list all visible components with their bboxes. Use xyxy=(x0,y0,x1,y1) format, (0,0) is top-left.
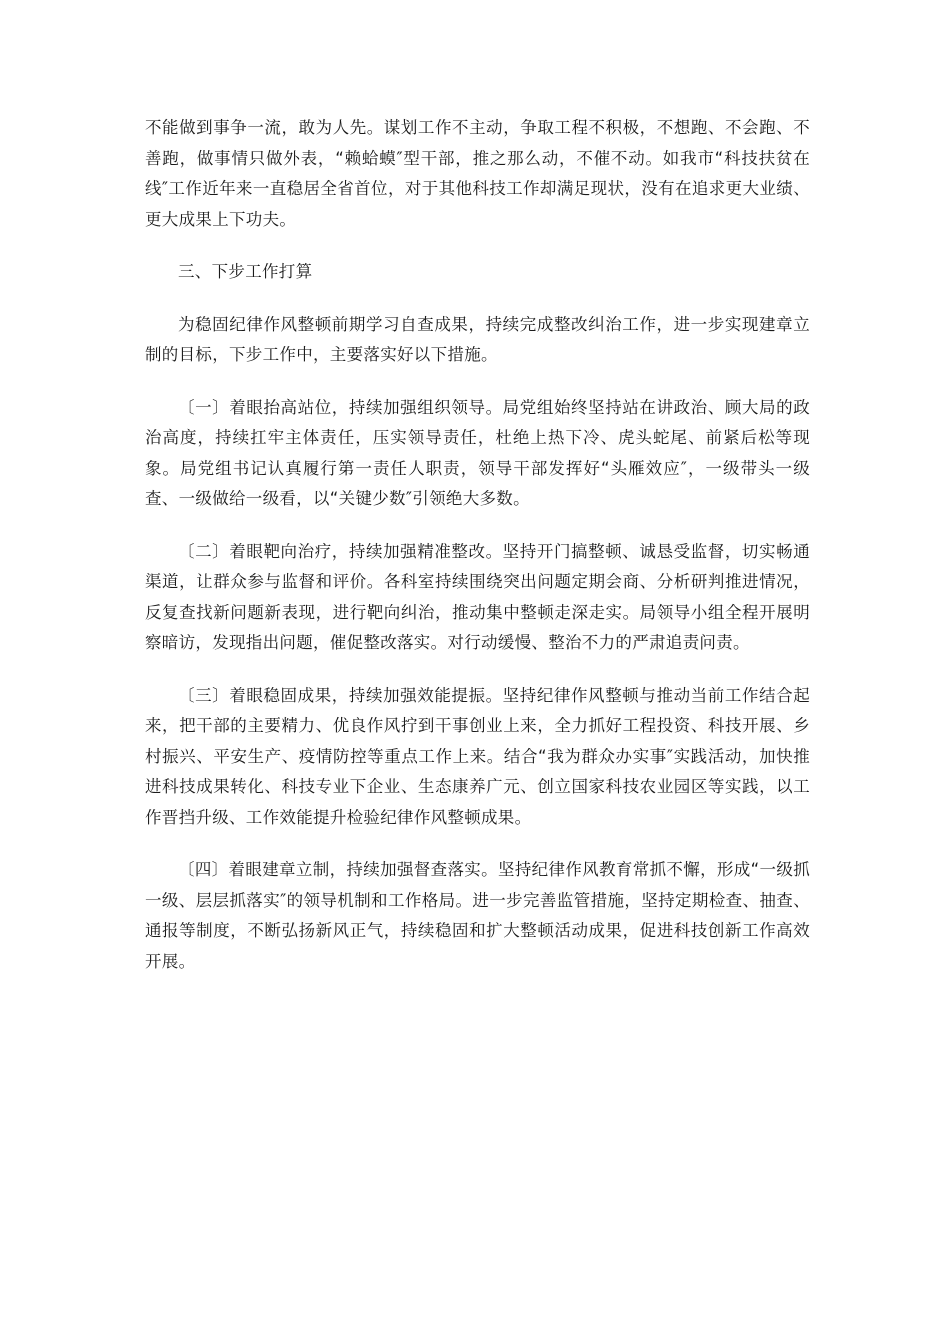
paragraph-continuation: 不能做到事争一流，敢为人先。谋划工作不主动，争取工程不积极，不想跑、不会跑、不善跑，做事情只做外表，“赖蛤蟆″型干部，推之那么动，不催不动。如我市“科技扶贫在线″工作近年来一直稳居全省首位，对于其他科技工作却满足现状，没有在追求更大业绩、更大成果上下功夫。 xyxy=(145,118,810,229)
section-heading: 三、下步工作打算 xyxy=(178,262,313,281)
paragraph-intro: 为稳固纪律作风整顿前期学习自查成果，持续完成整改纠治工作，进一步实现建章立制的目标，下步工作中，主要落实好以下措施。 xyxy=(145,314,810,364)
paragraph-measure-2: 〔二〕着眼靶向治疗，持续加强精准整改。坚持开门搞整顿、诚恳受监督，切实畅通渠道，让群众参与监督和评价。各科室持续围绕突出问题定期会商、分析研判推进情况，反复查找新问题新表现，进行靶向纠治，推动集中整顿走深走实。局领导小组全程开展明察暗访，发现指出问题，催促整改落实。对行动缓慢、整治不力的严肃追责问责。 xyxy=(145,541,810,652)
paragraph-measure-4: 〔四〕着眼建章立制，持续加强督查落实。坚持纪律作风教育常抓不懈，形成“一级抓一级、层层抓落实″的领导机制和工作格局。进一步完善监管措施，坚持定期检查、抽查、通报等制度，不断弘扬新风正气，持续稳固和扩大整顿活动成果，促进科技创新工作高效开展。 xyxy=(145,860,810,971)
paragraph-measure-3: 〔三〕着眼稳固成果，持续加强效能提振。坚持纪律作风整顿与推动当前工作结合起来，把干部的主要精力、优良作风拧到干事创业上来，全力抓好工程投资、科技开展、乡村振兴、平安生产、疫情防控等重点工作上来。结合“我为群众办实事″实践活动，加快推进科技成果转化、科技专业下企业、生态康养广元、创立国家科技农业园区等实践，以工作晋挡升级、工作效能提升检验纪律作风整顿成果。 xyxy=(145,685,810,827)
document-body xyxy=(145,113,810,977)
paragraph-measure-1: 〔一〕着眼抬高站位，持续加强组织领导。局党组始终坚持站在讲政治、顾大局的政治高度，持续扛牢主体责任，压实领导责任，杜绝上热下冷、虎头蛇尾、前紧后松等现象。局党组书记认真履行第一责任人职责，领导干部发挥好“头雁效应″，一级带头一级查、一级做给一级看，以“关键少数″引领绝大多数。 xyxy=(145,397,810,508)
